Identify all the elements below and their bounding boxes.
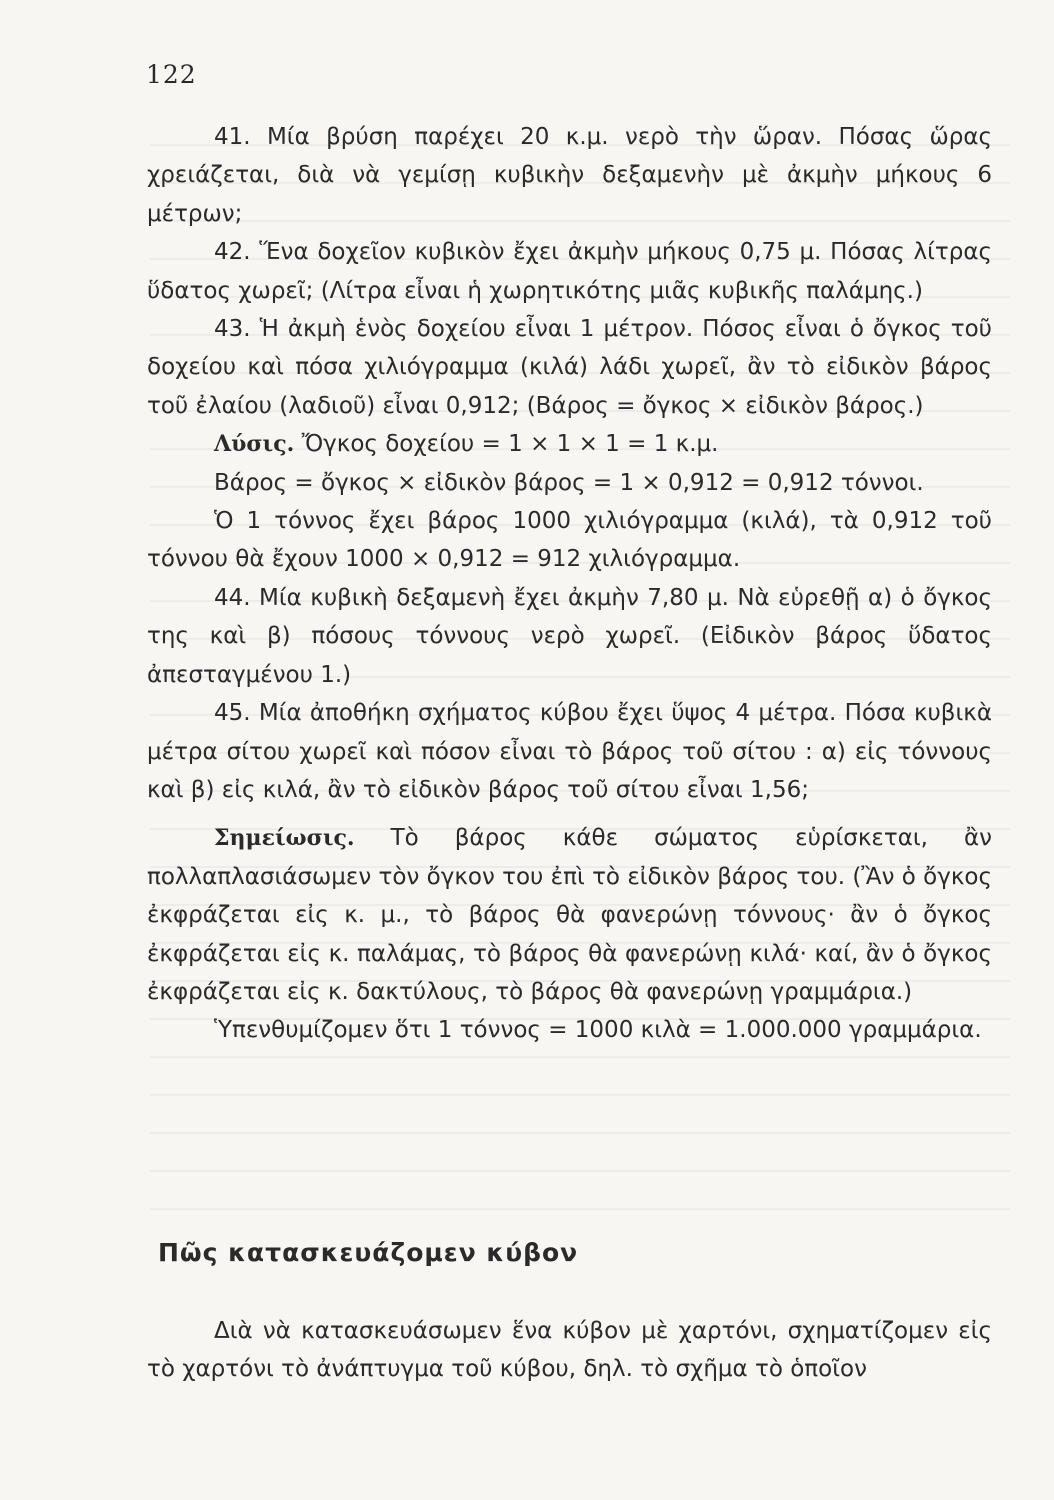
- note-paragraph: [147, 819, 992, 1011]
- exercise-41: 41. Μία βρύση παρέχει 20 κ.μ. νερὸ τὴν ὥραν. Πόσας ὥρας χρειάζεται, διὰ νὰ γεμίσῃ κυβικὴν δεξαμενὴν μὲ ἀκμὴν μήκους 6 μέτρων;: [147, 124, 992, 227]
- exercise-45: 45. Μία ἀποθήκη σχήματος κύβου ἔχει ὕψος 4 μέτρα. Πόσα κυβικὰ μέτρα σίτου χωρεῖ καὶ πόσον εἶναι τὸ βάρος τοῦ σίτου : α) εἰς τόννους καὶ β) εἰς κιλά, ἂν τὸ εἰδικὸν βάρος τοῦ σίτου εἶναι 1,56;: [147, 700, 992, 803]
- solution-line-1-text: Ὄγκος δοχείου = 1 × 1 × 1 = 1 κ.μ.: [301, 431, 719, 458]
- solution-line-1: [147, 425, 992, 463]
- solution-line-3: Ὁ 1 τόννος ἔχει βάρος 1000 χιλιόγραμμα (κιλά), τὰ 0,912 τοῦ τόννου θὰ ἔχουν 1000 × 0,912 = 912 χιλιόγραμμα.: [147, 508, 992, 573]
- note-text: Τὸ βάρος κάθε σώματος εὑρίσκεται, ἂν πολλαπλασιάσωμεν τὸν ὄγκον του ἐπὶ τὸ εἰδικὸν βάρος του. (Ἂν ὁ ὄγκος ἐκφράζεται εἰς κ. μ., τὸ βάρος θὰ φανερώνῃ τόννους· ἂν ὁ ὄγκος ἐκφράζεται εἰς κ. παλάμας, τὸ βάρος θὰ φανερώνῃ κιλά· καί, ἂν ὁ ὄγκος ἐκφράζεται εἰς κ. δακτύλους, τὸ βάρος θὰ φανερώνῃ γραμμάρια.): [147, 825, 992, 1005]
- note-label: Σημείωσις.: [214, 825, 355, 852]
- exercise-42: 42. Ἕνα δοχεῖον κυβικὸν ἔχει ἀκμὴν μήκους 0,75 μ. Πόσας λίτρας ὕδατος χωρεῖ; (Λίτρα εἶναι ἡ χωρητικότης μιᾶς κυβικῆς παλάμης.): [147, 239, 992, 304]
- section-intro: Διὰ νὰ κατασκευάσωμεν ἕνα κύβον μὲ χαρτόνι, σχηματίζομεν εἰς τὸ χαρτόνι τὸ ἀνάπτυγμα τοῦ κύβου, δηλ. τὸ σχῆμα τὸ ὁποῖον: [147, 1318, 992, 1383]
- section-body: [147, 1312, 992, 1389]
- exercise-44: 44. Μία κυβικὴ δεξαμενὴ ἔχει ἀκμὴν 7,80 μ. Νὰ εὑρεθῇ α) ὁ ὄγκος της καὶ β) πόσους τόννους νερὸ χωρεῖ. (Εἰδικὸν βάρος ὕδατος ἀπεσταγμένου 1.): [147, 584, 992, 688]
- exercise-body: [147, 118, 992, 1050]
- solution-line-2: Βάρος = ὄγκος × εἰδικὸν βάρος = 1 × 0,912 = 0,912 τόννοι.: [214, 469, 924, 496]
- reminder-paragraph: Ὑπενθυμίζομεν ὅτι 1 τόννος = 1000 κιλὰ = 1.000.000 γραμμάρια.: [214, 1017, 982, 1044]
- section-heading: Πῶς κατασκευάζομεν κύβον: [158, 1238, 579, 1267]
- exercise-43: 43. Ἡ ἀκμὴ ἑνὸς δοχείου εἶναι 1 μέτρον. Πόσος εἶναι ὁ ὄγκος τοῦ δοχείου καὶ πόσα χιλιόγραμμα (κιλά) λάδι χωρεῖ, ἂν τὸ εἰδικὸν βάρος τοῦ ἐλαίου (λαδιοῦ) εἶναι 0,912; (Βάρος = ὄγκος × εἰδικὸν βάρος.): [147, 316, 992, 419]
- solution-label: Λύσις.: [214, 431, 295, 458]
- page-number: 122: [146, 60, 197, 89]
